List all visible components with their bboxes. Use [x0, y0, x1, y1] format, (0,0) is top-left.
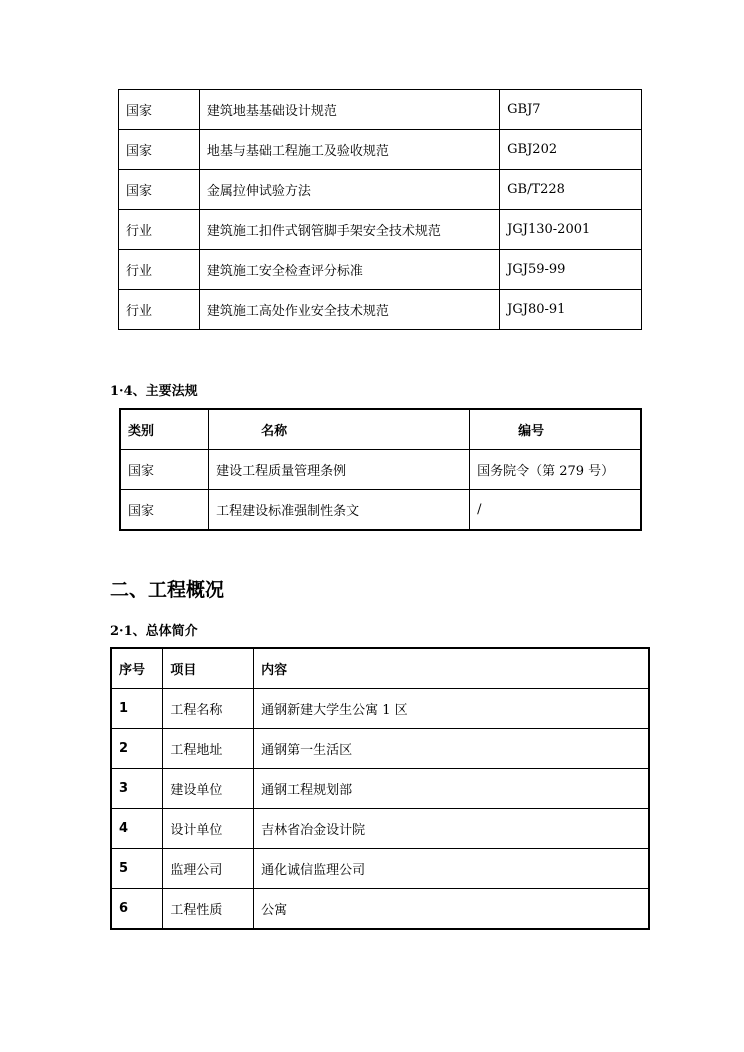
table-header-row: [120, 409, 641, 450]
no-cell: 3: [111, 769, 163, 809]
content-cell: 公寓: [254, 889, 649, 930]
content-cell: 吉林省冶金设计院: [254, 809, 649, 849]
table-row: [119, 170, 642, 210]
content-cell: 通化诚信监理公司: [254, 849, 649, 889]
table-row: [119, 130, 642, 170]
code-cell: 国务院令（第 279 号）: [470, 450, 641, 490]
name-cell: 工程建设标准强制性条文: [209, 490, 470, 531]
section-heading-2: 二、工程概况: [110, 579, 225, 601]
code-cell: /: [470, 490, 641, 531]
name-cell: 地基与基础工程施工及验收规范: [199, 130, 499, 170]
name-cell: 建筑地基基础设计规范: [199, 90, 499, 130]
header-no: 序号: [111, 648, 163, 689]
regulations-table: [119, 408, 642, 531]
category-cell: 国家: [119, 170, 200, 210]
category-cell: 国家: [120, 450, 209, 490]
category-cell: 行业: [119, 210, 200, 250]
name-cell: 建筑施工安全检查评分标准: [199, 250, 499, 290]
item-cell: 监理公司: [163, 849, 254, 889]
code-cell: GBJ202: [500, 130, 642, 170]
content-cell: 通钢第一生活区: [254, 729, 649, 769]
table-row: [120, 450, 641, 490]
code-cell: JGJ130-2001: [500, 210, 642, 250]
code-cell: GBJ7: [500, 90, 642, 130]
header-item: 项目: [163, 648, 254, 689]
no-cell: 5: [111, 849, 163, 889]
header-code: 编号: [470, 409, 641, 450]
table-row: [111, 769, 649, 809]
category-cell: 国家: [119, 90, 200, 130]
name-cell: 建设工程质量管理条例: [209, 450, 470, 490]
table-header-row: [111, 648, 649, 689]
category-cell: 行业: [119, 290, 200, 330]
category-cell: 行业: [119, 250, 200, 290]
no-cell: 2: [111, 729, 163, 769]
item-cell: 工程名称: [163, 689, 254, 729]
table-row: [119, 210, 642, 250]
item-cell: 工程性质: [163, 889, 254, 930]
table-row: [111, 689, 649, 729]
name-cell: 金属拉伸试验方法: [199, 170, 499, 210]
item-cell: 工程地址: [163, 729, 254, 769]
category-cell: 国家: [120, 490, 209, 531]
standards-table: [118, 89, 642, 330]
content-cell: 通钢工程规划部: [254, 769, 649, 809]
header-content: 内容: [254, 648, 649, 689]
code-cell: JGJ80-91: [500, 290, 642, 330]
table-row: [119, 250, 642, 290]
table-row: [111, 889, 649, 930]
no-cell: 4: [111, 809, 163, 849]
section-heading-2-1: 2·1、总体简介: [110, 624, 198, 639]
table-row: [119, 90, 642, 130]
code-cell: GB/T228: [500, 170, 642, 210]
category-cell: 国家: [119, 130, 200, 170]
code-cell: JGJ59-99: [500, 250, 642, 290]
table-row: [111, 809, 649, 849]
section-heading-1-4: 1·4、主要法规: [110, 384, 198, 399]
no-cell: 6: [111, 889, 163, 930]
content-cell: 通钢新建大学生公寓 1 区: [254, 689, 649, 729]
no-cell: 1: [111, 689, 163, 729]
table-row: [119, 290, 642, 330]
table-row: [111, 729, 649, 769]
table-row: [111, 849, 649, 889]
header-category: 类别: [120, 409, 209, 450]
overview-table: [110, 647, 650, 930]
item-cell: 设计单位: [163, 809, 254, 849]
name-cell: 建筑施工扣件式钢管脚手架安全技术规范: [199, 210, 499, 250]
header-name: 名称: [209, 409, 470, 450]
table-row: [120, 490, 641, 531]
name-cell: 建筑施工高处作业安全技术规范: [199, 290, 499, 330]
item-cell: 建设单位: [163, 769, 254, 809]
